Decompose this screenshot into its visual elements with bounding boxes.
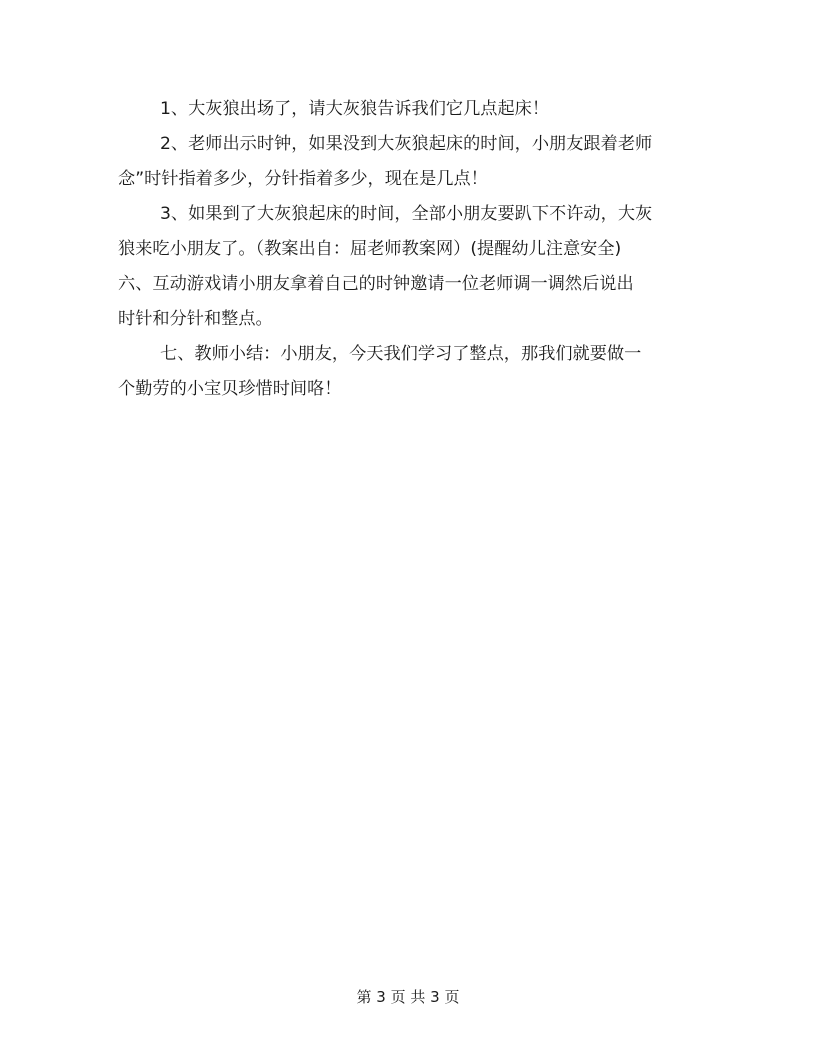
paragraph-step-1: 1、大灰狼出场了，请大灰狼告诉我们它几点起床！ [160,99,550,119]
paragraph-step-3-line-1: 3、如果到了大灰狼起床的时间，全部小朋友要趴下不许动，大灰 [160,204,653,224]
document-body [118,92,700,407]
page-number-footer: 第 3 页 共 3 页 [356,988,460,1006]
paragraph-section-7-line-2: 个勤劳的小宝贝珍惜时间咯！ [118,379,342,399]
paragraph-step-3-line-2: 狼来吃小朋友了。（教案出自：屈老师教案网）(提醒幼儿注意安全) [118,239,622,259]
paragraph-step-2-line-1: 2、老师出示时钟，如果没到大灰狼起床的时间，小朋友跟着老师 [160,134,653,154]
paragraph-section-6-line-1: 六、互动游戏请小朋友拿着自己的时钟邀请一位老师调一调然后说出 [118,274,634,294]
paragraph-step-2-line-2: 念”时针指着多少，分针指着多少，现在是几点！ [118,169,488,189]
paragraph-section-7-line-1: 七、教师小结：小朋友，今天我们学习了整点，那我们就要做一 [160,344,642,364]
paragraph-section-6-line-2: 时针和分针和整点。 [118,309,273,329]
